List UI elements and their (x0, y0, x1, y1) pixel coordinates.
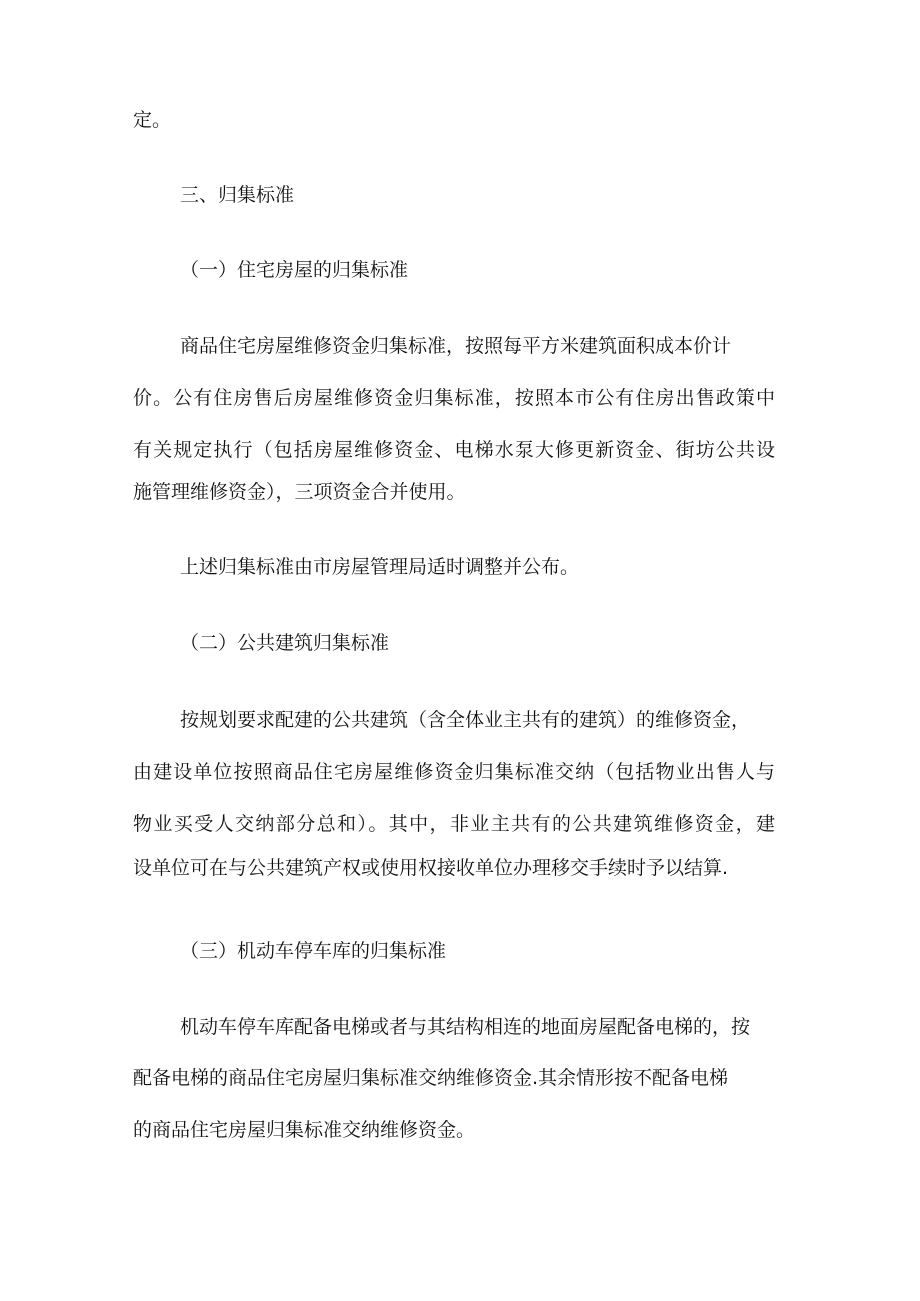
residential-paragraph-line: 商品住宅房屋维修资金归集标准，按照每平方米建筑面积成本价计 (180, 335, 732, 357)
public-buildings-paragraph-line: 按规划要求配建的公共建筑（含全体业主共有的建筑）的维修资金， (180, 709, 751, 731)
public-buildings-paragraph-line: 物业买受人交纳部分总和）。其中，非业主共有的公共建筑维修资金，建 (133, 813, 775, 835)
paragraph-end-line: 定。 (133, 109, 172, 131)
subsection-heading-public-buildings: （二）公共建筑归集标准 (180, 632, 390, 654)
public-buildings-paragraph-line: 由建设单位按照商品住宅房屋维修资金归集标准交纳（包括物业出售人与 (133, 761, 775, 783)
subsection-heading-residential: （一）住宅房屋的归集标准 (180, 259, 409, 281)
garage-paragraph-line: 配备电梯的商品住宅房屋归集标准交纳维修资金.其余情形按不配备电梯 (133, 1067, 729, 1089)
residential-paragraph-line: 施管理维修资金），三项资金合并使用。 (133, 481, 466, 503)
garage-paragraph-line: 机动车停车库配备电梯或者与其结构相连的地面房屋配备电梯的，按 (180, 1016, 751, 1038)
adjustment-paragraph: 上述归集标准由市房屋管理局适时调整并公布。 (180, 556, 580, 578)
section-heading: 三、归集标准 (180, 184, 295, 206)
residential-paragraph-line: 价。公有住房售后房屋维修资金归集标准，按照本市公有住房出售政策中 (133, 387, 775, 409)
garage-paragraph-line: 的商品住宅房屋归集标准交纳维修资金。 (133, 1119, 476, 1141)
residential-paragraph-line: 有关规定执行（包括房屋维修资金、电梯水泵大修更新资金、街坊公共设 (133, 439, 775, 461)
public-buildings-paragraph-line: 设单位可在与公共建筑产权或使用权接收单位办理移交手续时予以结算. (133, 857, 729, 879)
subsection-heading-garage: （三）机动车停车库的归集标准 (180, 940, 447, 962)
